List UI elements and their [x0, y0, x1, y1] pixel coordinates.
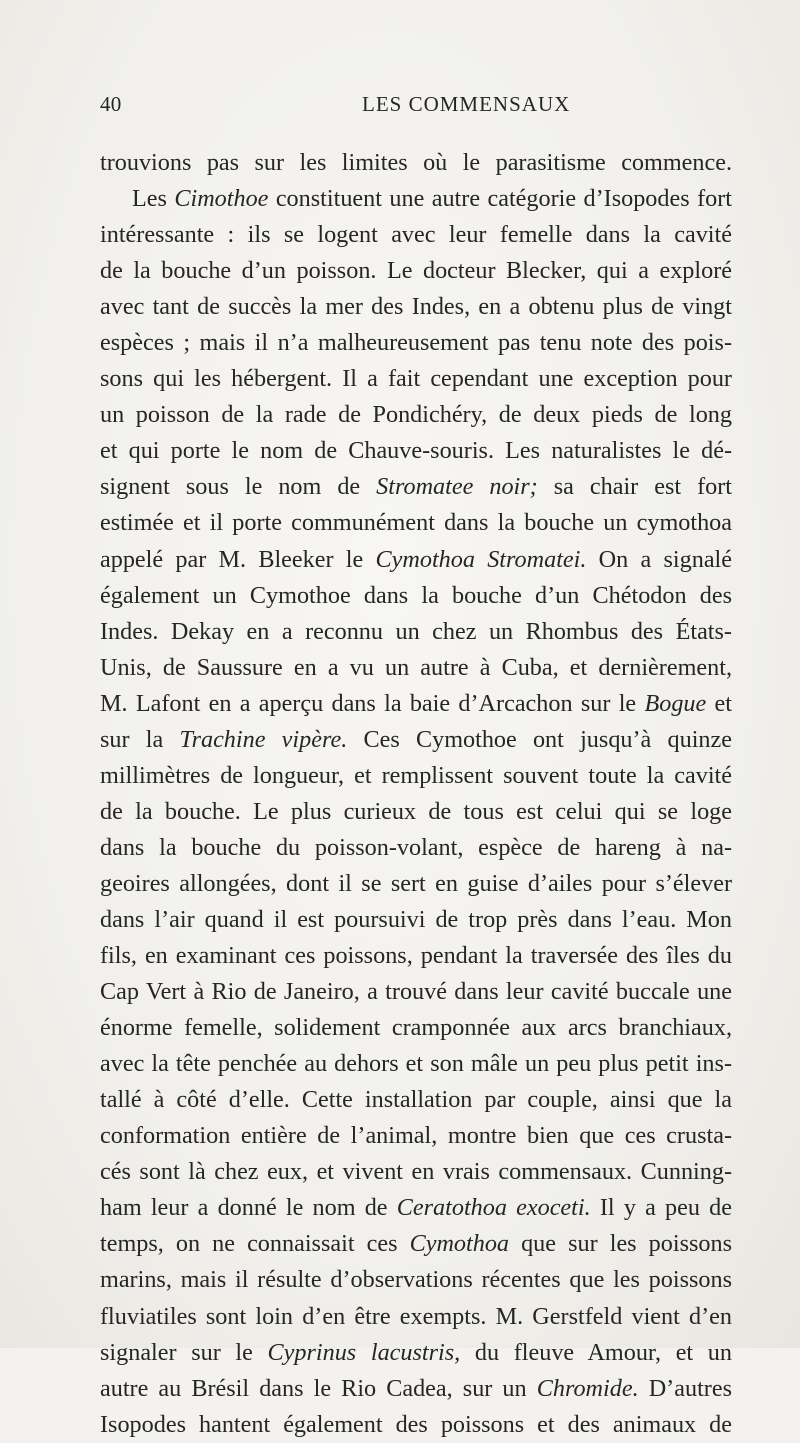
text-segment: Cap Vert à Rio de Janeiro, a trouvé dans leur cavité buccale une — [100, 978, 732, 1006]
text-line — [100, 361, 732, 397]
text-segment: un poisson de la rade de Pondichéry, de deux pieds de long — [100, 401, 732, 429]
running-title: LES COMMENSAUX — [362, 92, 571, 116]
text-segment: Il y a peu de — [590, 1194, 732, 1222]
text-segment: autre au Brésil dans le Rio Cadea, sur un — [100, 1374, 537, 1402]
text-segment: cés sont là chez eux, et vivent en vrais commensaux. Cunning- — [100, 1158, 732, 1186]
italic-term: Cymothoa Stromatei. — [375, 545, 587, 573]
text-line — [100, 938, 732, 974]
text-line — [100, 1046, 732, 1082]
text-line — [100, 902, 732, 938]
text-segment: Ces Cymothoe ont jusqu’à quinze — [347, 725, 732, 753]
text-segment: et — [706, 689, 732, 717]
text-segment: de la bouche d’un poisson. Le docteur Blecker, qui a exploré — [100, 257, 732, 285]
text-line — [100, 758, 732, 794]
text-line — [100, 686, 732, 722]
text-segment: et qui porte le nom de Chauve-souris. Les naturalistes le dé- — [100, 437, 732, 465]
text-line — [100, 397, 732, 433]
text-segment: intéressante : ils se logent avec leur femelle dans la cavité — [100, 221, 732, 249]
text-line — [100, 974, 732, 1010]
text-segment: D’autres — [638, 1374, 732, 1402]
italic-term: Chromide. — [536, 1374, 639, 1402]
text-line — [100, 542, 732, 578]
text-segment: ham leur a donné le nom de — [100, 1194, 397, 1222]
text-line — [100, 866, 732, 902]
text-segment: trouvions pas sur les limites où le parasitisme commence. — [100, 149, 732, 176]
body-text — [100, 145, 732, 1443]
page-header — [100, 92, 732, 124]
text-segment: de la bouche. Le plus curieux de tous est celui qui se loge — [100, 797, 732, 825]
text-segment: signent sous le nom de — [100, 473, 377, 501]
text-segment: tallé à côté d’elle. Cette installation par couple, ainsi que la — [100, 1086, 732, 1114]
text-line — [100, 578, 732, 614]
text-segment: sa chair est fort — [537, 473, 732, 501]
text-segment: estimée et il porte communément dans la bouche un cymothoa — [100, 509, 732, 537]
text-line — [100, 505, 732, 541]
text-line — [100, 1190, 732, 1226]
text-segment: marins, mais il résulte d’observations récentes que les poissons — [100, 1266, 732, 1294]
text-segment: dans l’air quand il est poursuivi de trop près dans l’eau. Mon — [100, 905, 732, 933]
text-line — [100, 1154, 732, 1190]
text-line — [100, 253, 732, 289]
text-line — [100, 1299, 732, 1335]
text-segment: sons qui les hébergent. Il a fait cependant une exception pour — [100, 365, 732, 393]
text-line — [100, 469, 732, 505]
text-segment: espèces ; mais il n’a malheureusement pas tenu note des pois- — [100, 329, 732, 357]
text-segment: Isopodes hantent également des poissons et des animaux de — [100, 1410, 732, 1438]
text-line — [100, 1262, 732, 1298]
text-segment: Les — [132, 185, 175, 213]
text-line — [100, 794, 732, 830]
text-segment: constituent une autre catégorie d’Isopodes fort — [268, 185, 732, 213]
text-segment: énorme femelle, solidement cramponnée aux arcs branchiaux, — [100, 1014, 732, 1042]
text-segment: signaler sur le — [100, 1338, 268, 1366]
text-line — [100, 1010, 732, 1046]
text-segment: geoires allongées, dont il se sert en guise d’ailes pour s’élever — [100, 869, 732, 897]
text-segment: également un Cymothoe dans la bouche d’un Chétodon des — [100, 581, 732, 609]
text-segment: fils, en examinant ces poissons, pendant la traversée des îles du — [100, 942, 732, 970]
text-segment: appelé par M. Bleeker le — [100, 545, 376, 573]
text-line — [100, 1335, 732, 1371]
italic-term: Stromatee noir; — [376, 473, 538, 501]
text-segment: du fleuve Amour, et un — [460, 1338, 732, 1366]
italic-term: Cyprinus lacustris, — [267, 1338, 461, 1366]
text-segment: dans la bouche du poisson-volant, espèce de hareng à na- — [100, 833, 732, 861]
text-segment: temps, on ne connaissait ces — [100, 1230, 410, 1258]
text-segment: millimètres de longueur, et remplissent souvent toute la cavité — [100, 761, 732, 789]
text-line — [100, 1118, 732, 1154]
text-segment: sur la — [100, 725, 180, 753]
text-segment: avec tant de succès la mer des Indes, en a obtenu plus de vingt — [100, 293, 732, 321]
text-line — [100, 722, 732, 758]
text-line — [100, 1371, 732, 1407]
text-line — [100, 830, 732, 866]
text-line — [100, 217, 732, 253]
text-segment: On a signalé — [586, 545, 732, 573]
text-segment: avec la tête penchée au dehors et son mâle un peu plus petit ins- — [100, 1050, 732, 1078]
text-line — [100, 145, 732, 181]
text-line — [100, 433, 732, 469]
italic-term: Cimothoe — [174, 185, 269, 213]
text-line — [100, 1082, 732, 1118]
text-segment: que sur les poissons — [509, 1230, 732, 1258]
page-number: 40 — [100, 92, 122, 116]
italic-term: Ceratothoa exoceti. — [396, 1194, 591, 1222]
text-segment: conformation entière de l’animal, montre bien que ces crusta- — [100, 1122, 732, 1150]
text-line — [100, 325, 732, 361]
text-segment: Indes. Dekay en a reconnu un chez un Rhombus des États- — [100, 617, 732, 645]
text-line — [100, 181, 732, 217]
text-segment: fluviatiles sont loin d’en être exempts. M. Gerstfeld vient d’en — [100, 1302, 732, 1330]
italic-term: Trachine vipère. — [179, 725, 348, 753]
text-segment: M. Lafont en a aperçu dans la baie d’Arcachon sur le — [100, 689, 645, 717]
italic-term: Bogue — [644, 689, 707, 717]
text-line — [100, 1407, 732, 1443]
text-line — [100, 1226, 732, 1262]
text-line — [100, 289, 732, 325]
text-line — [100, 614, 732, 650]
italic-term: Cymothoa — [409, 1230, 510, 1258]
text-line — [100, 650, 732, 686]
text-segment: Unis, de Saussure en a vu un autre à Cuba, et dernièrement, — [100, 653, 732, 681]
